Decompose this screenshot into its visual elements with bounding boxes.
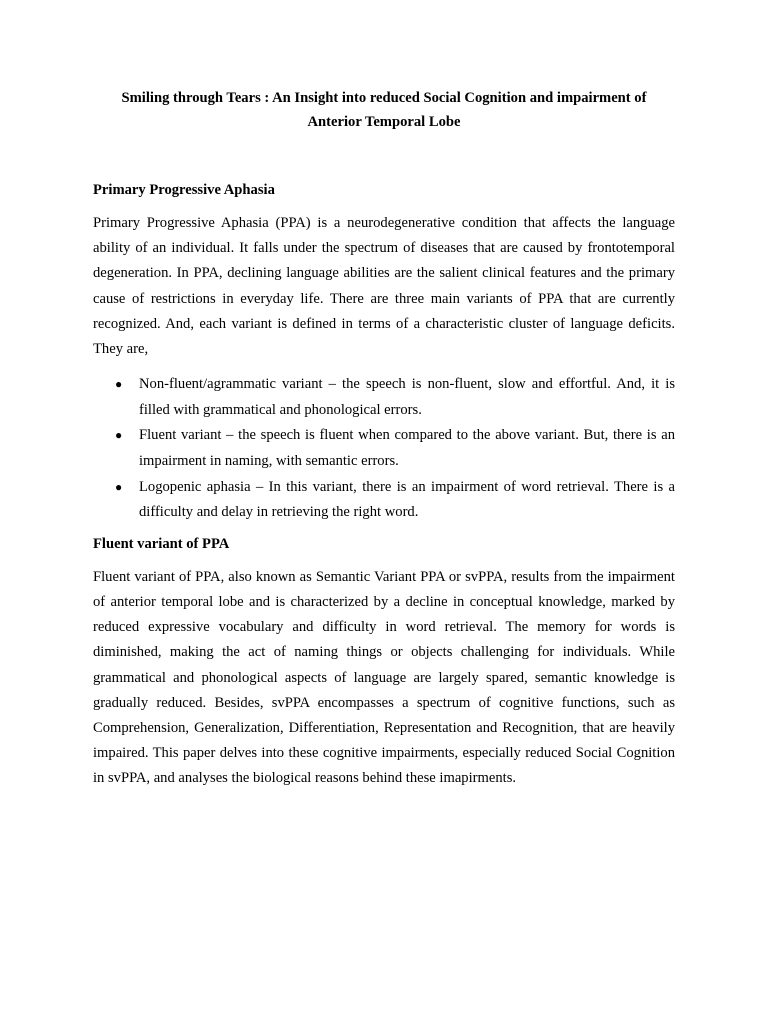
- variant-list: [93, 372, 675, 526]
- list-item-text: Fluent variant – the speech is fluent when compared to the above variant. But, there is an impairment in naming, with semantic errors.: [139, 427, 675, 469]
- bullet-icon: ●: [115, 428, 123, 443]
- bullet-icon: ●: [115, 377, 123, 392]
- list-item: [93, 423, 675, 474]
- list-item-text: Non-fluent/agrammatic variant – the speech is non-fluent, slow and effortful. And, it is filled with grammatical and phonological errors.: [139, 376, 675, 418]
- list-item: [93, 372, 675, 423]
- section-heading-ppa: Primary Progressive Aphasia: [93, 182, 275, 198]
- paragraph-fluent-variant: Fluent variant of PPA, also known as Semantic Variant PPA or svPPA, results from the impairment of anterior temporal lobe and is characterized by a decline in conceptual knowledge, marked by reduced expressive vocabulary and difficulty in word retrieval. The memory for words is diminished, making the act of naming things or objects challenging for individuals. While grammatical and phonological aspects of language are largely spared, semantic knowledge is gradually reduced. Besides, svPPA encompasses a spectrum of cognitive functions, such as Comprehension, Generalization, Differentiation, Representation and Recognition, that are heavily impaired. This paper delves into these cognitive impairments, especially reduced Social Cognition in svPPA, and analyses the biological reasons behind these imapirments.: [93, 568, 675, 787]
- title-line-1: Smiling through Tears : An Insight into reduced Social Cognition and impairment of: [121, 90, 647, 106]
- list-item-text: Logopenic aphasia – In this variant, there is an impairment of word retrieval. There is a difficulty and delay in retrieving the right word.: [139, 478, 675, 521]
- document-title: [93, 0, 675, 134]
- section-heading-fluent-variant: Fluent variant of PPA: [93, 535, 230, 552]
- paragraph-ppa-intro: Primary Progressive Aphasia (PPA) is a neurodegenerative condition that affects the language ability of an individual. It falls under the spectrum of diseases that are caused by frontotemporal degeneration. In PPA, declining language abilities are the salient clinical features and the primary cause of restrictions in everyday life. There are three main variants of PPA that are currently recognized. And, each variant is defined in terms of a characteristic cluster of language deficits. They are,: [93, 215, 675, 358]
- title-line-2: Anterior Temporal Lobe: [307, 114, 461, 130]
- bullet-icon: ●: [115, 479, 123, 494]
- list-item: [93, 475, 675, 526]
